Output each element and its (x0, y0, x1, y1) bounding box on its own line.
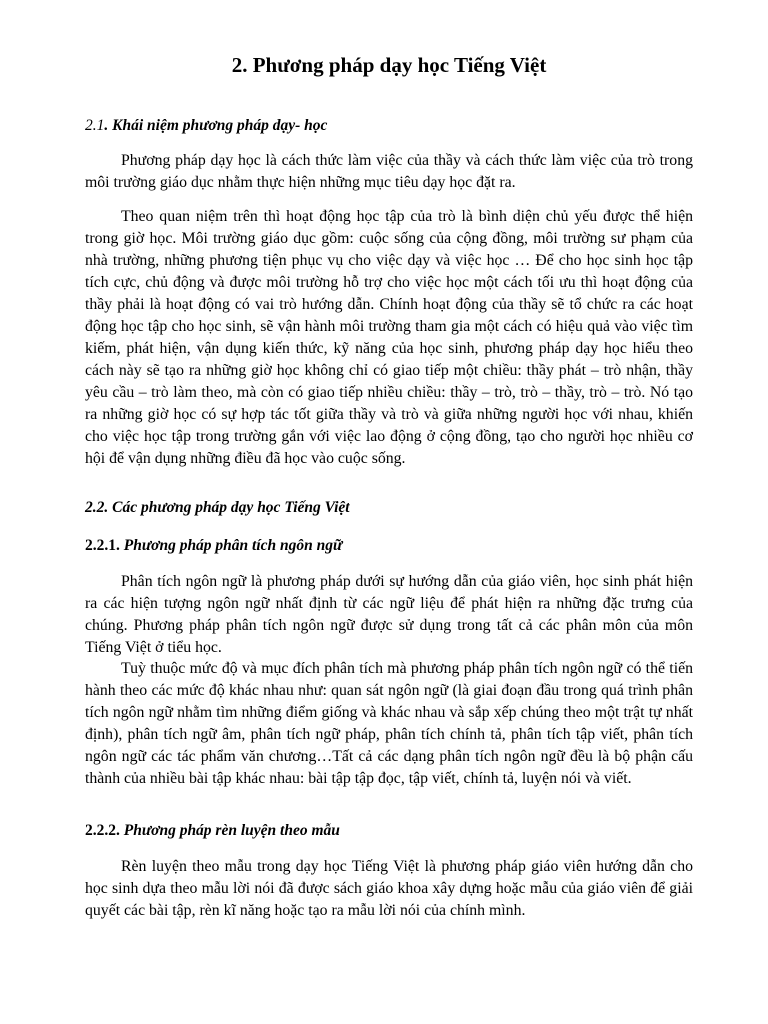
section-title: . Khái niệm phương pháp dạy- học (104, 117, 328, 134)
paragraph: Rèn luyện theo mẫu trong dạy học Tiếng Việt là phương pháp giáo viên hướng dẫn cho học sinh dựa theo mẫu lời nói đã được sách giáo khoa xây dựng hoặc mẫu của giáo viên để giải quyết các bài tập, rèn kĩ năng hoặc tạo ra mẫu lời nói của chính mình. (85, 858, 693, 919)
paragraph: Phương pháp dạy học là cách thức làm việc của thầy và cách thức làm việc của trò trong môi trường giáo dục nhằm thực hiện những mục tiêu dạy học đặt ra. (85, 152, 693, 191)
section-number: 2.2.1. (85, 537, 120, 554)
paragraph: Theo quan niệm trên thì hoạt động học tập của trò là bình diện chủ yếu được thể hiện trong giờ học. Môi trường giáo dục gồm: cuộc sống của cộng đồng, môi trường sư phạm của nhà trường, những phương tiện phục vụ cho việc dạy và việc học … Để cho học sinh học tập tích cực, chủ động và được môi trường hỗ trợ cho việc học một cách tối ưu thì hoạt động của thầy phải là hoạt động có vai trò hướng dẫn. Chính hoạt động của thầy sẽ tổ chức ra các hoạt động học tập cho học sinh, sẽ vận hành môi trường tham gia một cách có hiệu quả vào việc tìm kiếm, phát hiện, vận dụng kiến thức, kỹ năng của học sinh, phương pháp dạy học hiểu theo cách này sẽ tạo ra những giờ học không chỉ có giao tiếp một chiều: thầy phát – trò nhận, thầy yêu cầu – trò làm theo, mà còn có giao tiếp nhiều chiều: thầy – trò, trò – thầy, trò – trò. Nó tạo ra những giờ học có sự hợp tác tốt giữa thầy và trò và giữa những người học với nhau, khiến cho việc học tập trong trường gắn với việc lao động ở cộng đồng, tạo cho người học nhiều cơ hội để vận dụng những điều đã học vào cuộc sống. (85, 208, 693, 467)
section-heading-2-2-1 (85, 535, 342, 557)
section-heading-2-2: 2.2. Các phương pháp dạy học Tiếng Việt (85, 499, 350, 516)
section-number: 2.1 (85, 117, 105, 134)
document-title: 2. Phương pháp dạy học Tiếng Việt (231, 53, 547, 77)
section-title: Phương pháp rèn luyện theo mẫu (119, 822, 340, 839)
section-title: Phương pháp phân tích ngôn ngữ (119, 537, 343, 554)
paragraph: Phân tích ngôn ngữ là phương pháp dưới sự hướng dẫn của giáo viên, học sinh phát hiện ra các hiện tượng ngôn ngữ nhất định từ các ngữ liệu để phát hiện ra những đặc trưng của chúng. Phương pháp phân tích ngôn ngữ được sử dụng trong tất cả các phân môn của môn Tiếng Việt ở tiểu học. (85, 573, 693, 656)
paragraph: Tuỳ thuộc mức độ và mục đích phân tích mà phương pháp phân tích ngôn ngữ có thể tiến hành theo các mức độ khác nhau như: quan sát ngôn ngữ (là giai đoạn đầu trong quá trình phân tích ngôn ngữ nhằm tìm những điểm giống và khác nhau và sắp xếp chúng theo một trật tự nhất định), phân tích ngữ âm, phân tích ngữ pháp, phân tích chính tả, phân tích tập viết, phân tích ngôn ngữ các tác phẩm văn chương…Tất cả các dạng phân tích ngôn ngữ đều là bộ phận cấu thành của nhiều bài tập khác nhau: bài tập tập đọc, tập viết, chính tả, luyện nói và viết. (85, 660, 693, 787)
section-heading-2-2-2 (85, 820, 340, 842)
section-number: 2.2.2. (85, 822, 120, 839)
section-heading-2-1 (85, 115, 327, 137)
